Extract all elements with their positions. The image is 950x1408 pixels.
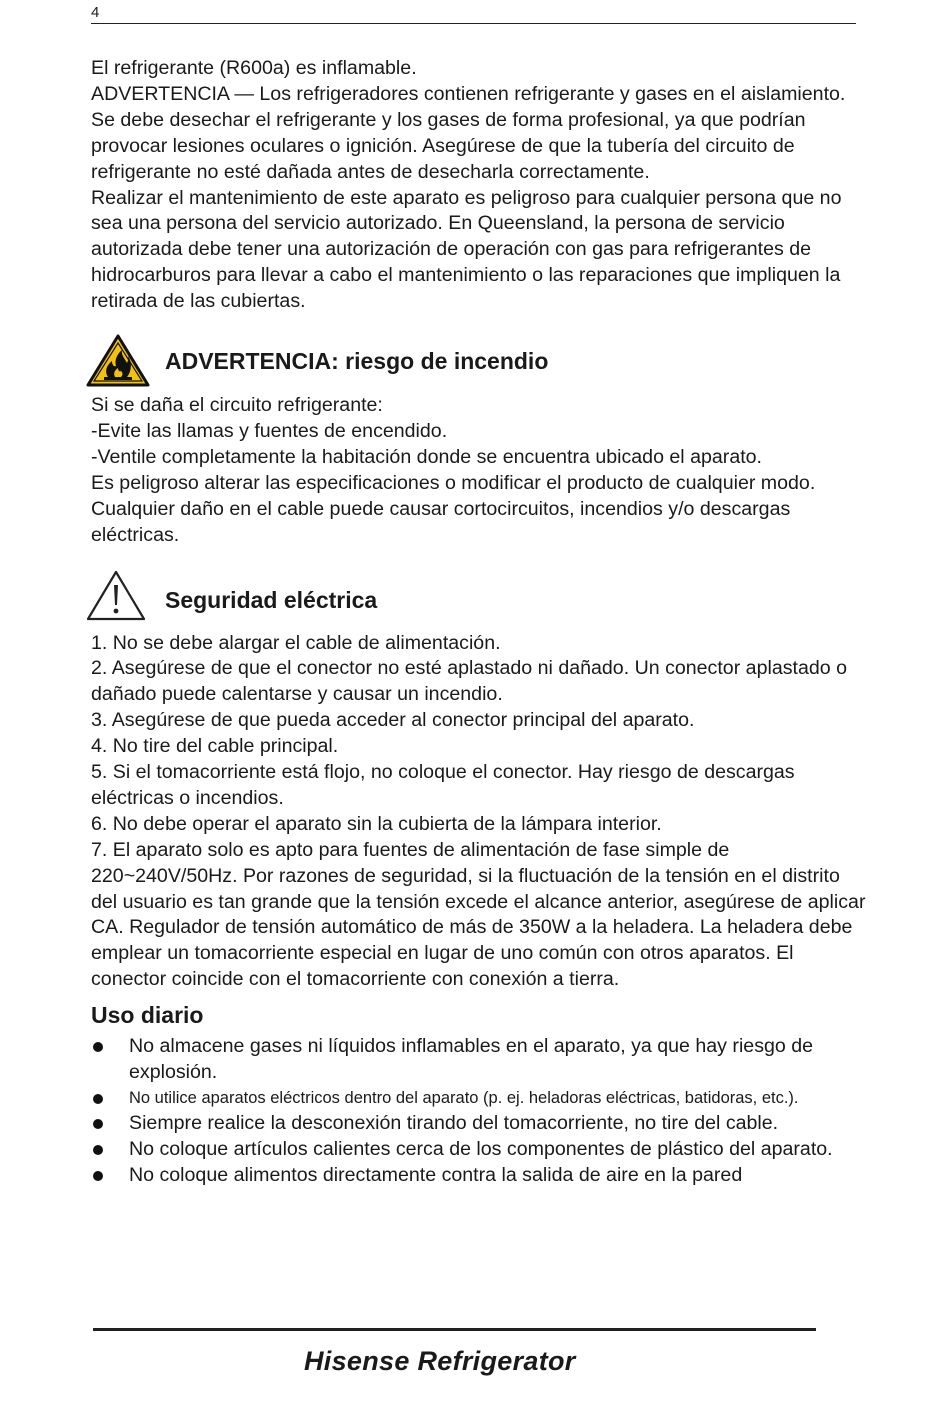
fire-warning-line: -Ventile completamente la habitación donde se encuentra ubicado el aparato.	[91, 445, 762, 468]
electrical-safety-title: Seguridad eléctrica	[165, 586, 378, 613]
bullet-icon	[93, 1145, 103, 1155]
intro-section	[91, 56, 871, 315]
fire-hazard-icon	[85, 333, 151, 389]
bullet-icon	[93, 1042, 103, 1052]
electrical-safety-item: 4. No tire del cable principal.	[91, 735, 339, 758]
list-item-text: Siempre realice la desconexión tirando del tomacorriente, no tire del cable.	[129, 1112, 779, 1134]
list-item	[91, 1034, 871, 1086]
electrical-safety-item: 6. No debe operar el aparato sin la cubierta de la lámpara interior.	[91, 812, 662, 835]
fire-warning-title: ADVERTENCIA: riesgo de incendio	[165, 348, 549, 375]
warning-triangle-icon	[85, 569, 147, 623]
header-divider	[91, 23, 856, 24]
fire-warning-line: Es peligroso alterar las especificaciones o modificar el producto de cualquier modo.	[91, 471, 816, 494]
electrical-safety-item: 1. No se debe alargar el cable de alimentación.	[91, 631, 501, 654]
fire-warning-line: Si se daña el circuito refrigerante:	[91, 394, 383, 417]
page-number: 4	[91, 4, 100, 21]
bullet-icon	[93, 1119, 103, 1129]
footer-divider	[93, 1328, 816, 1331]
brand-logo: Hisense Refrigerator	[304, 1346, 576, 1376]
list-item-text: No almacene gases ni líquidos inflamables en el aparato, ya que hay riesgo de explosión.	[129, 1035, 814, 1084]
list-item-text: No coloque artículos calientes cerca de los componentes de plástico del aparato.	[129, 1137, 833, 1160]
intro-paragraph: ADVERTENCIA — Los refrigeradores contienen refrigerante y gases en el aislamiento. Se debe desechar el refrigerante y los gases de forma profesional, ya que podrían provocar lesiones oculares o ignición. Asegúrese de que la tubería del circuito de refrigerante no esté dañada antes de desecharla correctamente.	[91, 82, 846, 183]
list-item-text: No utilice aparatos eléctricos dentro del aparato (p. ej. heladoras eléctricas, batidoras, etc.).	[129, 1089, 799, 1107]
electrical-safety-item: 3. Asegúrese de que pueda acceder al conector principal del aparato.	[91, 709, 695, 732]
fire-warning-section	[91, 393, 871, 548]
bullet-icon	[93, 1171, 103, 1181]
electrical-safety-item: 7. El aparato solo es apto para fuentes de alimentación de fase simple de 220~240V/50Hz. Por razones de seguridad, si la fluctuación de la tensión en el distrito del usuario es tan grande que la tensión excede el alcance anterior, asegúrese de aplicar CA. Regulador de tensión automático de más de 350W a la heladera. La heladera debe emplear un tomacorriente especial en lugar de uno común con otros aparatos. El conector coincide con el tomacorriente con conexión a tierra.	[91, 838, 866, 991]
list-item	[91, 1111, 871, 1137]
bullet-icon	[93, 1094, 103, 1104]
daily-use-title: Uso diario	[91, 1002, 204, 1029]
intro-paragraph: El refrigerante (R600a) es inflamable.	[91, 57, 417, 79]
intro-paragraph: Realizar el mantenimiento de este aparato es peligroso para cualquier persona que no sea una persona del servicio autorizado. En Queensland, la persona de servicio autorizada debe tener una autorización de operación con gas para refrigerantes de hidrocarburos para llevar a cabo el mantenimiento o las reparaciones que impliquen la retirada de las cubiertas.	[91, 186, 842, 313]
fire-warning-line: Cualquier daño en el cable puede causar cortocircuitos, incendios y/o descargas eléctricas.	[91, 497, 791, 546]
page-content	[91, 56, 871, 1189]
list-item-text: No coloque alimentos directamente contra la salida de aire en la pared	[129, 1163, 743, 1186]
daily-use-list	[91, 1034, 871, 1189]
fire-warning-line: -Evite las llamas y fuentes de encendido.	[91, 419, 448, 442]
electrical-safety-heading	[91, 569, 871, 631]
list-item	[91, 1137, 871, 1163]
list-item	[91, 1086, 871, 1111]
fire-warning-heading	[91, 329, 871, 393]
electrical-safety-item: 2. Asegúrese de que el conector no esté aplastado ni dañado. Un conector aplastado o dañado puede calentarse y causar un incendio.	[91, 657, 847, 706]
electrical-safety-list	[91, 631, 871, 994]
list-item	[91, 1163, 871, 1189]
electrical-safety-item: 5. Si el tomacorriente está flojo, no coloque el conector. Hay riesgo de descargas eléctricas o incendios.	[91, 761, 795, 809]
